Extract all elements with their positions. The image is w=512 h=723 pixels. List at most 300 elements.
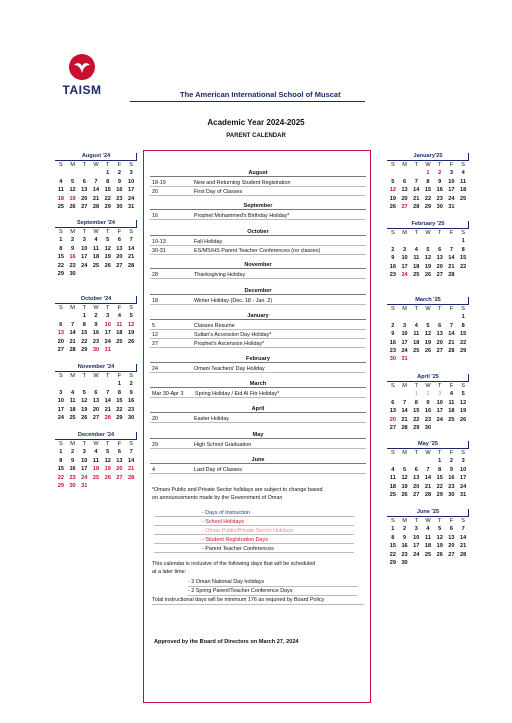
- weekday-header: T: [82, 229, 86, 235]
- calendar-day: 12: [460, 399, 467, 406]
- month-heading: January: [150, 313, 366, 320]
- calendar-day: 28: [448, 347, 455, 354]
- calendar-day: [387, 390, 399, 398]
- calendar-day: 28: [448, 271, 455, 278]
- calendar-day: [457, 559, 469, 567]
- event-text: Sultan's Accession Day Holiday*: [194, 332, 272, 338]
- calendar-day: 12: [424, 255, 432, 262]
- calendar-day: 19: [436, 543, 443, 550]
- calendar-day: [125, 482, 137, 490]
- calendar-day: [90, 270, 102, 278]
- calendar-day: 15: [104, 187, 111, 194]
- calendar-day: 11: [69, 398, 76, 405]
- calendar-sep: [55, 220, 137, 278]
- calendar-day: 5: [106, 237, 110, 244]
- calendar-day: [102, 270, 114, 278]
- calendar-day: 2: [117, 170, 121, 177]
- calendar-day: [125, 346, 137, 354]
- calendar-day: 19: [81, 406, 88, 413]
- calendar-day: [399, 169, 411, 177]
- calendar-day: 25: [92, 262, 100, 269]
- calendar-day: 28: [128, 474, 135, 481]
- calendar-day: 4: [449, 391, 453, 398]
- event-text: Fall Holiday: [194, 239, 223, 245]
- legend-item: [154, 536, 354, 544]
- calendar-grid: [387, 305, 469, 364]
- calendar-day: 29: [436, 491, 443, 498]
- weekday-header: F: [449, 306, 454, 312]
- calendar-day: 7: [449, 322, 453, 329]
- calendar-day: 23: [69, 262, 76, 269]
- weekday-header: F: [449, 518, 454, 524]
- calendar-day: 6: [94, 389, 98, 396]
- calendar-day: 29: [389, 559, 396, 566]
- calendar-day: 2: [438, 170, 442, 177]
- calendar-mar: [387, 297, 469, 364]
- weekday-header: W: [425, 230, 431, 236]
- calendar-day: 25: [389, 491, 396, 498]
- calendar-day: 6: [59, 321, 63, 328]
- calendar-day: 20: [389, 416, 396, 423]
- event-text: ES/MS/HS Parent Teacher Conferences (no classes): [194, 248, 321, 254]
- calendar-day: 23: [69, 474, 76, 481]
- calendar-day: 6: [117, 449, 121, 456]
- weekday-header: T: [437, 518, 442, 524]
- calendar-day: 19: [104, 254, 111, 261]
- weekday-header: M: [402, 306, 407, 312]
- calendar-day: 29: [57, 270, 64, 277]
- calendar-day: 10: [413, 534, 420, 541]
- calendar-day: 31: [460, 491, 467, 498]
- calendar-day: 18: [92, 466, 100, 473]
- calendar-apr: [387, 374, 469, 432]
- calendar-day: 6: [449, 526, 453, 533]
- calendar-day: 9: [129, 389, 133, 396]
- calendar-month-title: September '24: [55, 220, 137, 228]
- calendar-day: 13: [436, 331, 443, 338]
- calendar-day: 29: [81, 346, 88, 353]
- calendar-day: 20: [436, 339, 443, 346]
- calendar-day: [78, 169, 90, 177]
- weekday-header: W: [425, 306, 431, 312]
- calendar-day: 7: [106, 389, 110, 396]
- calendar-day: 24: [436, 416, 443, 423]
- calendar-day: 1: [82, 313, 86, 320]
- calendar-day: 4: [94, 449, 98, 456]
- weekday-header: T: [105, 162, 110, 168]
- calendar-day: 14: [424, 475, 432, 482]
- weekday-header: W: [93, 305, 99, 311]
- calendar-day: 1: [59, 237, 63, 244]
- calendar-day: 26: [401, 491, 408, 498]
- calendar-day: 17: [460, 475, 467, 482]
- event-row: [150, 188, 366, 196]
- calendar-grid: [55, 440, 137, 490]
- calendar-day: [114, 346, 126, 354]
- month-heading: February: [150, 356, 366, 363]
- calendar-day: 25: [116, 338, 123, 345]
- calendar-day: 7: [426, 466, 430, 473]
- weekday-header: M: [70, 441, 75, 447]
- calendar-day: 31: [401, 356, 408, 363]
- event-row: [150, 415, 366, 423]
- calendar-day: [399, 237, 411, 245]
- calendar-day: 16: [389, 263, 396, 270]
- calendar-day: 30: [92, 346, 100, 353]
- event-text: Thanksgiving Holiday: [194, 272, 246, 278]
- weekday-header: M: [70, 162, 75, 168]
- calendar-grid: [55, 228, 137, 278]
- weekday-header: S: [390, 162, 395, 168]
- calendar-grid: [55, 372, 137, 422]
- calendar-month-title: August '24: [55, 153, 137, 161]
- event-text: Prophet Mohammed's Birthday Holiday*: [194, 213, 290, 219]
- calendar-day: 4: [117, 313, 121, 320]
- calendar-day: 1: [438, 458, 442, 465]
- calendar-day: 16: [116, 187, 123, 194]
- calendar-day: 10: [448, 178, 455, 185]
- calendar-day: 8: [59, 245, 63, 252]
- weekday-header: T: [105, 229, 110, 235]
- calendar-day: [399, 313, 411, 321]
- event-date: 4: [152, 467, 155, 473]
- calendar-day: 8: [461, 246, 465, 253]
- weekday-header: S: [390, 450, 395, 456]
- weekday-header: T: [105, 305, 110, 311]
- calendar-day: 18: [413, 263, 420, 270]
- calendar-day: 9: [391, 331, 395, 338]
- calendar-day: 7: [129, 237, 133, 244]
- calendar-day: 17: [81, 254, 88, 261]
- event-date: 5: [152, 323, 155, 329]
- calendar-day: 20: [57, 338, 64, 345]
- weekday-header: S: [58, 441, 63, 447]
- calendar-day: 23: [389, 271, 396, 278]
- calendar-day: 26: [436, 551, 443, 558]
- calendar-month-title: April '25: [387, 374, 469, 382]
- header-divider: [130, 101, 365, 102]
- calendar-day: [422, 237, 434, 245]
- calendar-day: 22: [413, 416, 420, 423]
- calendar-day: 10: [436, 399, 443, 406]
- calendar-feb: [387, 221, 469, 279]
- weekday-header: W: [93, 162, 99, 168]
- calendar-day: 21: [448, 263, 455, 270]
- calendar-day: 24: [460, 483, 467, 490]
- calendar-day: 11: [448, 399, 455, 406]
- calendar-day: 16: [128, 398, 135, 405]
- calendar-day: 11: [460, 178, 467, 185]
- weekday-header: T: [82, 162, 86, 168]
- calendar-day: 12: [401, 475, 408, 482]
- event-text: Easter Holiday: [194, 416, 230, 422]
- calendar-day: 22: [57, 262, 64, 269]
- calendar-day: 22: [424, 195, 432, 202]
- calendar-day: [410, 169, 422, 177]
- calendar-day: [410, 355, 422, 363]
- calendar-day: [446, 424, 458, 432]
- calendar-day: 9: [438, 178, 442, 185]
- calendar-day: 4: [461, 170, 465, 177]
- calendar-day: 12: [104, 457, 111, 464]
- calendar-day: 4: [414, 322, 418, 329]
- event-date: 28: [152, 272, 158, 278]
- calendar-day: 16: [436, 187, 443, 194]
- calendar-day: 27: [401, 203, 408, 210]
- weekday-header: W: [93, 373, 99, 379]
- calendar-jun: [387, 509, 469, 567]
- calendar-day: 2: [426, 391, 430, 398]
- calendar-day: 20: [116, 466, 123, 473]
- calendar-day: 13: [116, 457, 123, 464]
- calendar-day: 23: [401, 551, 408, 558]
- school-name: The American International School of Muscat: [180, 90, 341, 99]
- calendar-day: 19: [104, 466, 111, 473]
- calendar-day: [410, 457, 422, 465]
- calendar-day: 22: [104, 195, 111, 202]
- weekday-header: M: [402, 450, 407, 456]
- calendar-day: 4: [71, 389, 75, 396]
- calendar-day: 17: [104, 330, 111, 337]
- calendar-day: 11: [57, 187, 64, 194]
- weekday-header: W: [425, 450, 431, 456]
- calendar-day: 28: [92, 203, 100, 210]
- calendar-day: 7: [129, 449, 133, 456]
- calendar-nov: [55, 364, 137, 422]
- event-date: 18-19: [152, 180, 166, 186]
- calendar-day: 28: [69, 346, 76, 353]
- calendar-day: 26: [128, 338, 135, 345]
- calendar-day: [434, 313, 446, 321]
- calendar-day: 10: [401, 331, 408, 338]
- calendar-day: 25: [92, 474, 100, 481]
- calendar-day: 12: [104, 245, 111, 252]
- weekday-header: S: [58, 305, 63, 311]
- legend-label: - Oman Public/Private Sector Holidays: [202, 528, 294, 534]
- events-panel: [143, 150, 371, 703]
- calendar-day: 15: [81, 330, 88, 337]
- weekday-header: S: [58, 162, 63, 168]
- calendar-day: 14: [448, 331, 455, 338]
- calendar-day: 23: [116, 195, 123, 202]
- calendar-day: 9: [71, 245, 75, 252]
- calendar-day: 3: [106, 313, 110, 320]
- calendar-day: [434, 559, 446, 567]
- weekday-header: T: [105, 373, 110, 379]
- month-heading: June: [150, 457, 366, 464]
- calendar-day: 15: [413, 408, 420, 415]
- calendar-day: 8: [426, 178, 430, 185]
- calendar-day: 19: [69, 195, 76, 202]
- calendar-day: 13: [401, 187, 408, 194]
- total-note: Total instructional days will be minimum 176 as required by Board Policy: [152, 596, 364, 605]
- calendar-day: 9: [71, 457, 75, 464]
- calendar-day: [102, 482, 114, 490]
- weekday-header: S: [58, 229, 63, 235]
- calendar-day: [78, 270, 90, 278]
- calendar-day: 18: [92, 254, 100, 261]
- calendar-day: 24: [81, 262, 88, 269]
- calendar-day: 9: [403, 534, 407, 541]
- calendar-dec: [55, 432, 137, 490]
- weekday-header: M: [70, 305, 75, 311]
- calendar-grid: [387, 517, 469, 567]
- calendar-day: 1: [391, 526, 395, 533]
- event-date: 20: [152, 416, 158, 422]
- page-title: Academic Year 2024-2025: [207, 118, 305, 127]
- event-text: Prophet's Ascension Holiday*: [194, 341, 265, 347]
- weekday-header: F: [117, 162, 122, 168]
- calendar-day: 30: [436, 203, 443, 210]
- calendar-oct: [55, 296, 137, 354]
- weekday-header: M: [402, 518, 407, 524]
- event-row: [150, 390, 366, 398]
- calendar-day: 24: [413, 551, 420, 558]
- calendar-day: 31: [81, 482, 88, 489]
- calendar-day: 14: [128, 245, 135, 252]
- event-row: [150, 466, 366, 474]
- calendar-day: [78, 380, 90, 388]
- calendar-month-title: February '25: [387, 221, 469, 229]
- legend-label: - School Holidays: [202, 519, 244, 525]
- calendar-day: 5: [426, 322, 430, 329]
- calendar-day: 12: [436, 534, 443, 541]
- calendar-day: 27: [413, 491, 420, 498]
- calendar-day: 19: [460, 408, 467, 415]
- calendar-month-title: December '24: [55, 432, 137, 440]
- inclusive-note: This calendar is inclusive of the following days that will be scheduled: [152, 561, 316, 567]
- calendar-day: [114, 270, 126, 278]
- calendar-day: [90, 169, 102, 177]
- calendar-day: 15: [436, 475, 443, 482]
- weekday-header: W: [93, 229, 99, 235]
- calendar-day: 13: [448, 534, 455, 541]
- calendar-day: 21: [128, 466, 135, 473]
- calendar-day: 31: [128, 203, 135, 210]
- calendar-day: 21: [69, 338, 76, 345]
- calendar-day: [422, 559, 434, 567]
- calendar-day: 2: [71, 449, 75, 456]
- weekday-header: S: [390, 383, 395, 389]
- calendar-day: 2: [391, 322, 395, 329]
- calendar-day: 27: [448, 551, 455, 558]
- calendar-day: 18: [389, 483, 396, 490]
- calendar-day: 29: [413, 424, 420, 431]
- event-text: Spring Holiday / Eid Al Fitr Holiday*: [195, 391, 280, 397]
- calendar-day: 6: [82, 178, 86, 185]
- event-text: Last Day of Classes: [194, 467, 242, 473]
- calendar-day: 5: [403, 466, 407, 473]
- calendar-day: 27: [436, 347, 443, 354]
- calendar-day: 1: [414, 391, 418, 398]
- weekday-header: M: [402, 230, 407, 236]
- inclusive-note: at a later time:: [152, 569, 187, 575]
- calendar-day: 22: [389, 551, 396, 558]
- calendar-day: [90, 380, 102, 388]
- calendar-day: 31: [448, 203, 455, 210]
- calendar-grid: [387, 161, 469, 211]
- calendar-day: 6: [391, 399, 395, 406]
- calendar-day: 2: [94, 313, 98, 320]
- calendar-day: 1: [117, 381, 121, 388]
- calendar-day: 17: [128, 187, 135, 194]
- calendar-day: 28: [401, 424, 408, 431]
- calendar-day: 19: [401, 483, 408, 490]
- calendar-day: 15: [460, 255, 467, 262]
- month-heading: November: [150, 262, 366, 269]
- calendar-day: 27: [116, 262, 123, 269]
- weekday-header: S: [461, 518, 465, 524]
- calendar-day: [446, 313, 458, 321]
- omani-note: *Omani Public and Private Sector holidays are subject to change based: [152, 487, 323, 493]
- calendar-day: 24: [104, 338, 111, 345]
- legend-item: [154, 527, 354, 535]
- calendar-day: 20: [92, 406, 100, 413]
- calendar-day: 27: [92, 414, 100, 421]
- weekday-header: S: [461, 162, 465, 168]
- calendar-day: [387, 237, 399, 245]
- event-date: Mar 30-Apr 3: [152, 391, 184, 397]
- calendar-day: 22: [436, 483, 443, 490]
- event-date: 29: [152, 442, 158, 448]
- calendar-day: [434, 355, 446, 363]
- calendar-day: 17: [81, 466, 88, 473]
- calendar-day: 19: [389, 195, 396, 202]
- weekday-header: T: [82, 305, 86, 311]
- calendar-day: 18: [413, 339, 420, 346]
- event-text: New and Returning Student Registration: [194, 180, 291, 186]
- weekday-header: F: [449, 230, 454, 236]
- calendar-day: [90, 482, 102, 490]
- calendar-day: 30: [424, 424, 432, 431]
- calendar-day: 30: [69, 482, 76, 489]
- event-row: [150, 441, 366, 449]
- calendar-day: 14: [460, 534, 467, 541]
- calendar-day: 26: [104, 474, 111, 481]
- calendar-day: [387, 313, 399, 321]
- event-row: [150, 322, 366, 330]
- calendar-day: 20: [413, 483, 420, 490]
- event-date: 12: [152, 332, 158, 338]
- calendar-day: 24: [57, 414, 64, 421]
- weekday-header: F: [117, 373, 122, 379]
- calendar-day: 8: [106, 178, 110, 185]
- weekday-header: W: [425, 518, 431, 524]
- calendar-day: 13: [81, 187, 88, 194]
- calendar-day: 17: [401, 339, 408, 346]
- calendar-day: [457, 271, 469, 279]
- calendar-day: 30: [401, 559, 408, 566]
- weekday-header: T: [437, 306, 442, 312]
- calendar-day: [387, 457, 399, 465]
- calendar-day: [55, 312, 67, 320]
- calendar-day: 7: [94, 178, 98, 185]
- month-heading: September: [150, 203, 366, 210]
- calendar-day: 15: [116, 398, 123, 405]
- calendar-day: 27: [57, 346, 64, 353]
- calendar-day: 6: [438, 246, 442, 253]
- calendar-month-title: October '24: [55, 296, 137, 304]
- calendar-day: [387, 169, 399, 177]
- calendar-day: [67, 312, 79, 320]
- calendar-day: [457, 203, 469, 211]
- calendar-day: [125, 270, 137, 278]
- calendar-month-title: May '25: [387, 441, 469, 449]
- calendar-day: [102, 380, 114, 388]
- calendar-day: 11: [116, 321, 123, 328]
- month-heading: March: [150, 381, 366, 388]
- calendar-day: [422, 355, 434, 363]
